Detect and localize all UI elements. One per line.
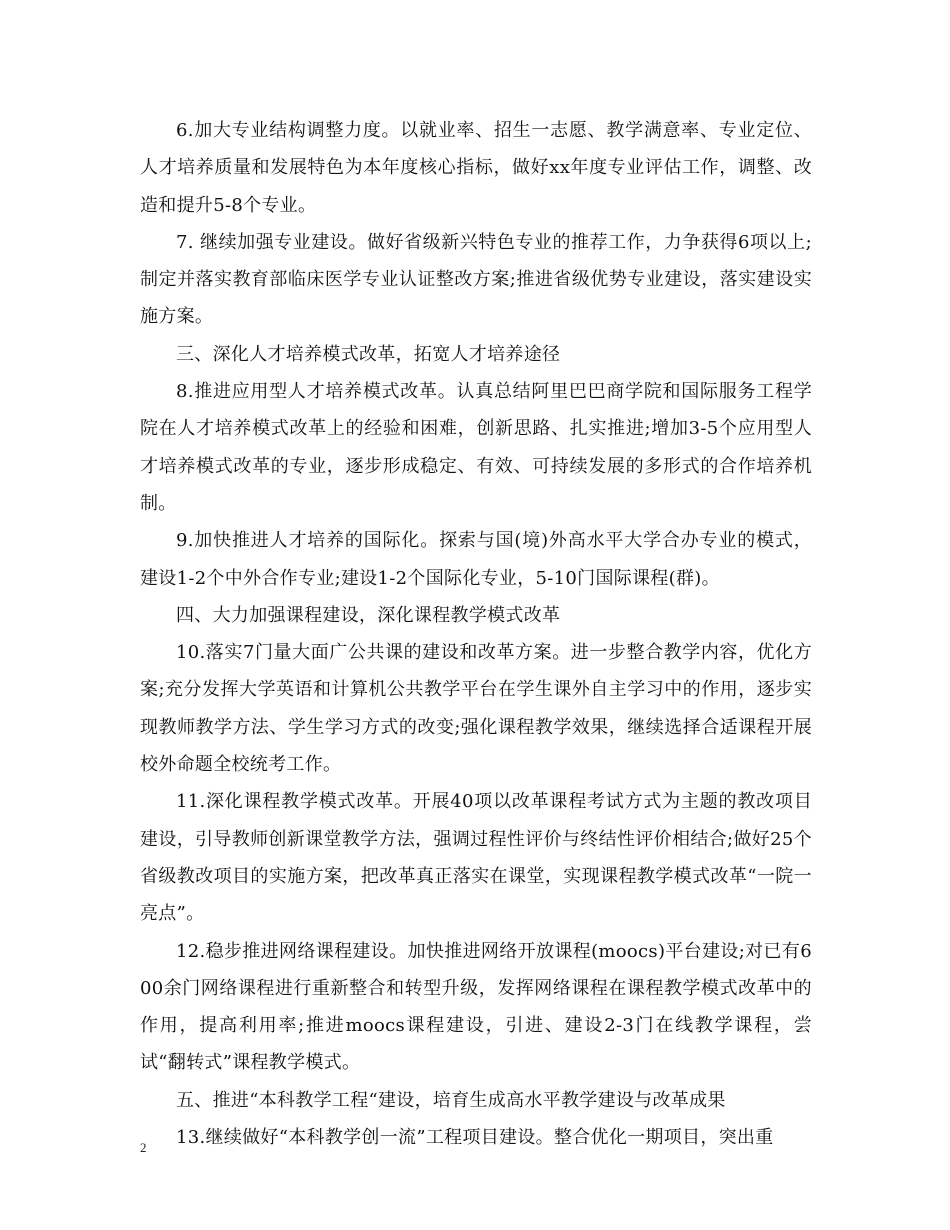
section-heading-4: 四、大力加强课程建设，深化课程教学模式改革	[176, 604, 561, 626]
paragraph-item-9: 9.加快推进人才培养的国际化。探索与国(境)外高水平大学合办专业的模式，建设1-2个中外合作专业;建设1-2个国际化专业，5-10门国际课程(群)。	[140, 530, 812, 589]
paragraph-item-13: 13.继续做好“本科教学创一流”工程项目建设。整合优化一期项目，突出重	[176, 1127, 774, 1149]
section-heading-3: 三、深化人才培养模式改革，拓宽人才培养途径	[176, 343, 561, 365]
paragraph-item-11: 11.深化课程教学模式改革。开展40项以改革课程考试方式为主题的教改项目建设，引导教师创新课堂教学方法，强调过程性评价与终结性评价相结合;做好25个省级教改项目的实施方案，把改革真正落实在课堂，实现课程教学模式改革“一院一亮点”。	[140, 791, 812, 925]
paragraph-item-7: 7. 继续加强专业建设。做好省级新兴特色专业的推荐工作，力争获得6项以上;制定并落实教育部临床医学专业认证整改方案;推进省级优势专业建设，落实建设实施方案。	[140, 231, 812, 328]
paragraph-item-6: 6.加大专业结构调整力度。以就业率、招生一志愿、教学满意率、专业定位、人才培养质量和发展特色为本年度核心指标，做好xx年度专业评估工作，调整、改造和提升5-8个专业。	[140, 120, 812, 216]
section-heading-5: 五、推进“本科教学工程“建设，培育生成高水平教学建设与改革成果	[176, 1089, 726, 1111]
paragraph-item-10: 10.落实7门量大面广公共课的建设和改革方案。进一步整合教学内容，优化方案;充分发挥大学英语和计算机公共教学平台在学生课外自主学习中的作用，逐步实现教师教学方法、学生学习方式的改变;强化课程教学效果，继续选择合适课程开展校外命题全校统考工作。	[140, 642, 812, 776]
document-body	[140, 112, 812, 1156]
paragraph-item-12: 12.稳步推进网络课程建设。加快推进网络开放课程(moocs)平台建设;对已有600余门网络课程进行重新整合和转型升级，发挥网络课程在课程教学模式改革中的作用，提高利用率;推进moocs课程建设，引进、建设2-3门在线教学课程，尝试“翻转式”课程教学模式。	[140, 940, 812, 1074]
page-number: 2	[140, 1140, 147, 1155]
paragraph-item-8: 8.推进应用型人才培养模式改革。认真总结阿里巴巴商学院和国际服务工程学院在人才培养模式改革上的经验和困难，创新思路、扎实推进;增加3-5个应用型人才培养模式改革的专业，逐步形成稳定、有效、可持续发展的多形式的合作培养机制。	[140, 381, 812, 514]
